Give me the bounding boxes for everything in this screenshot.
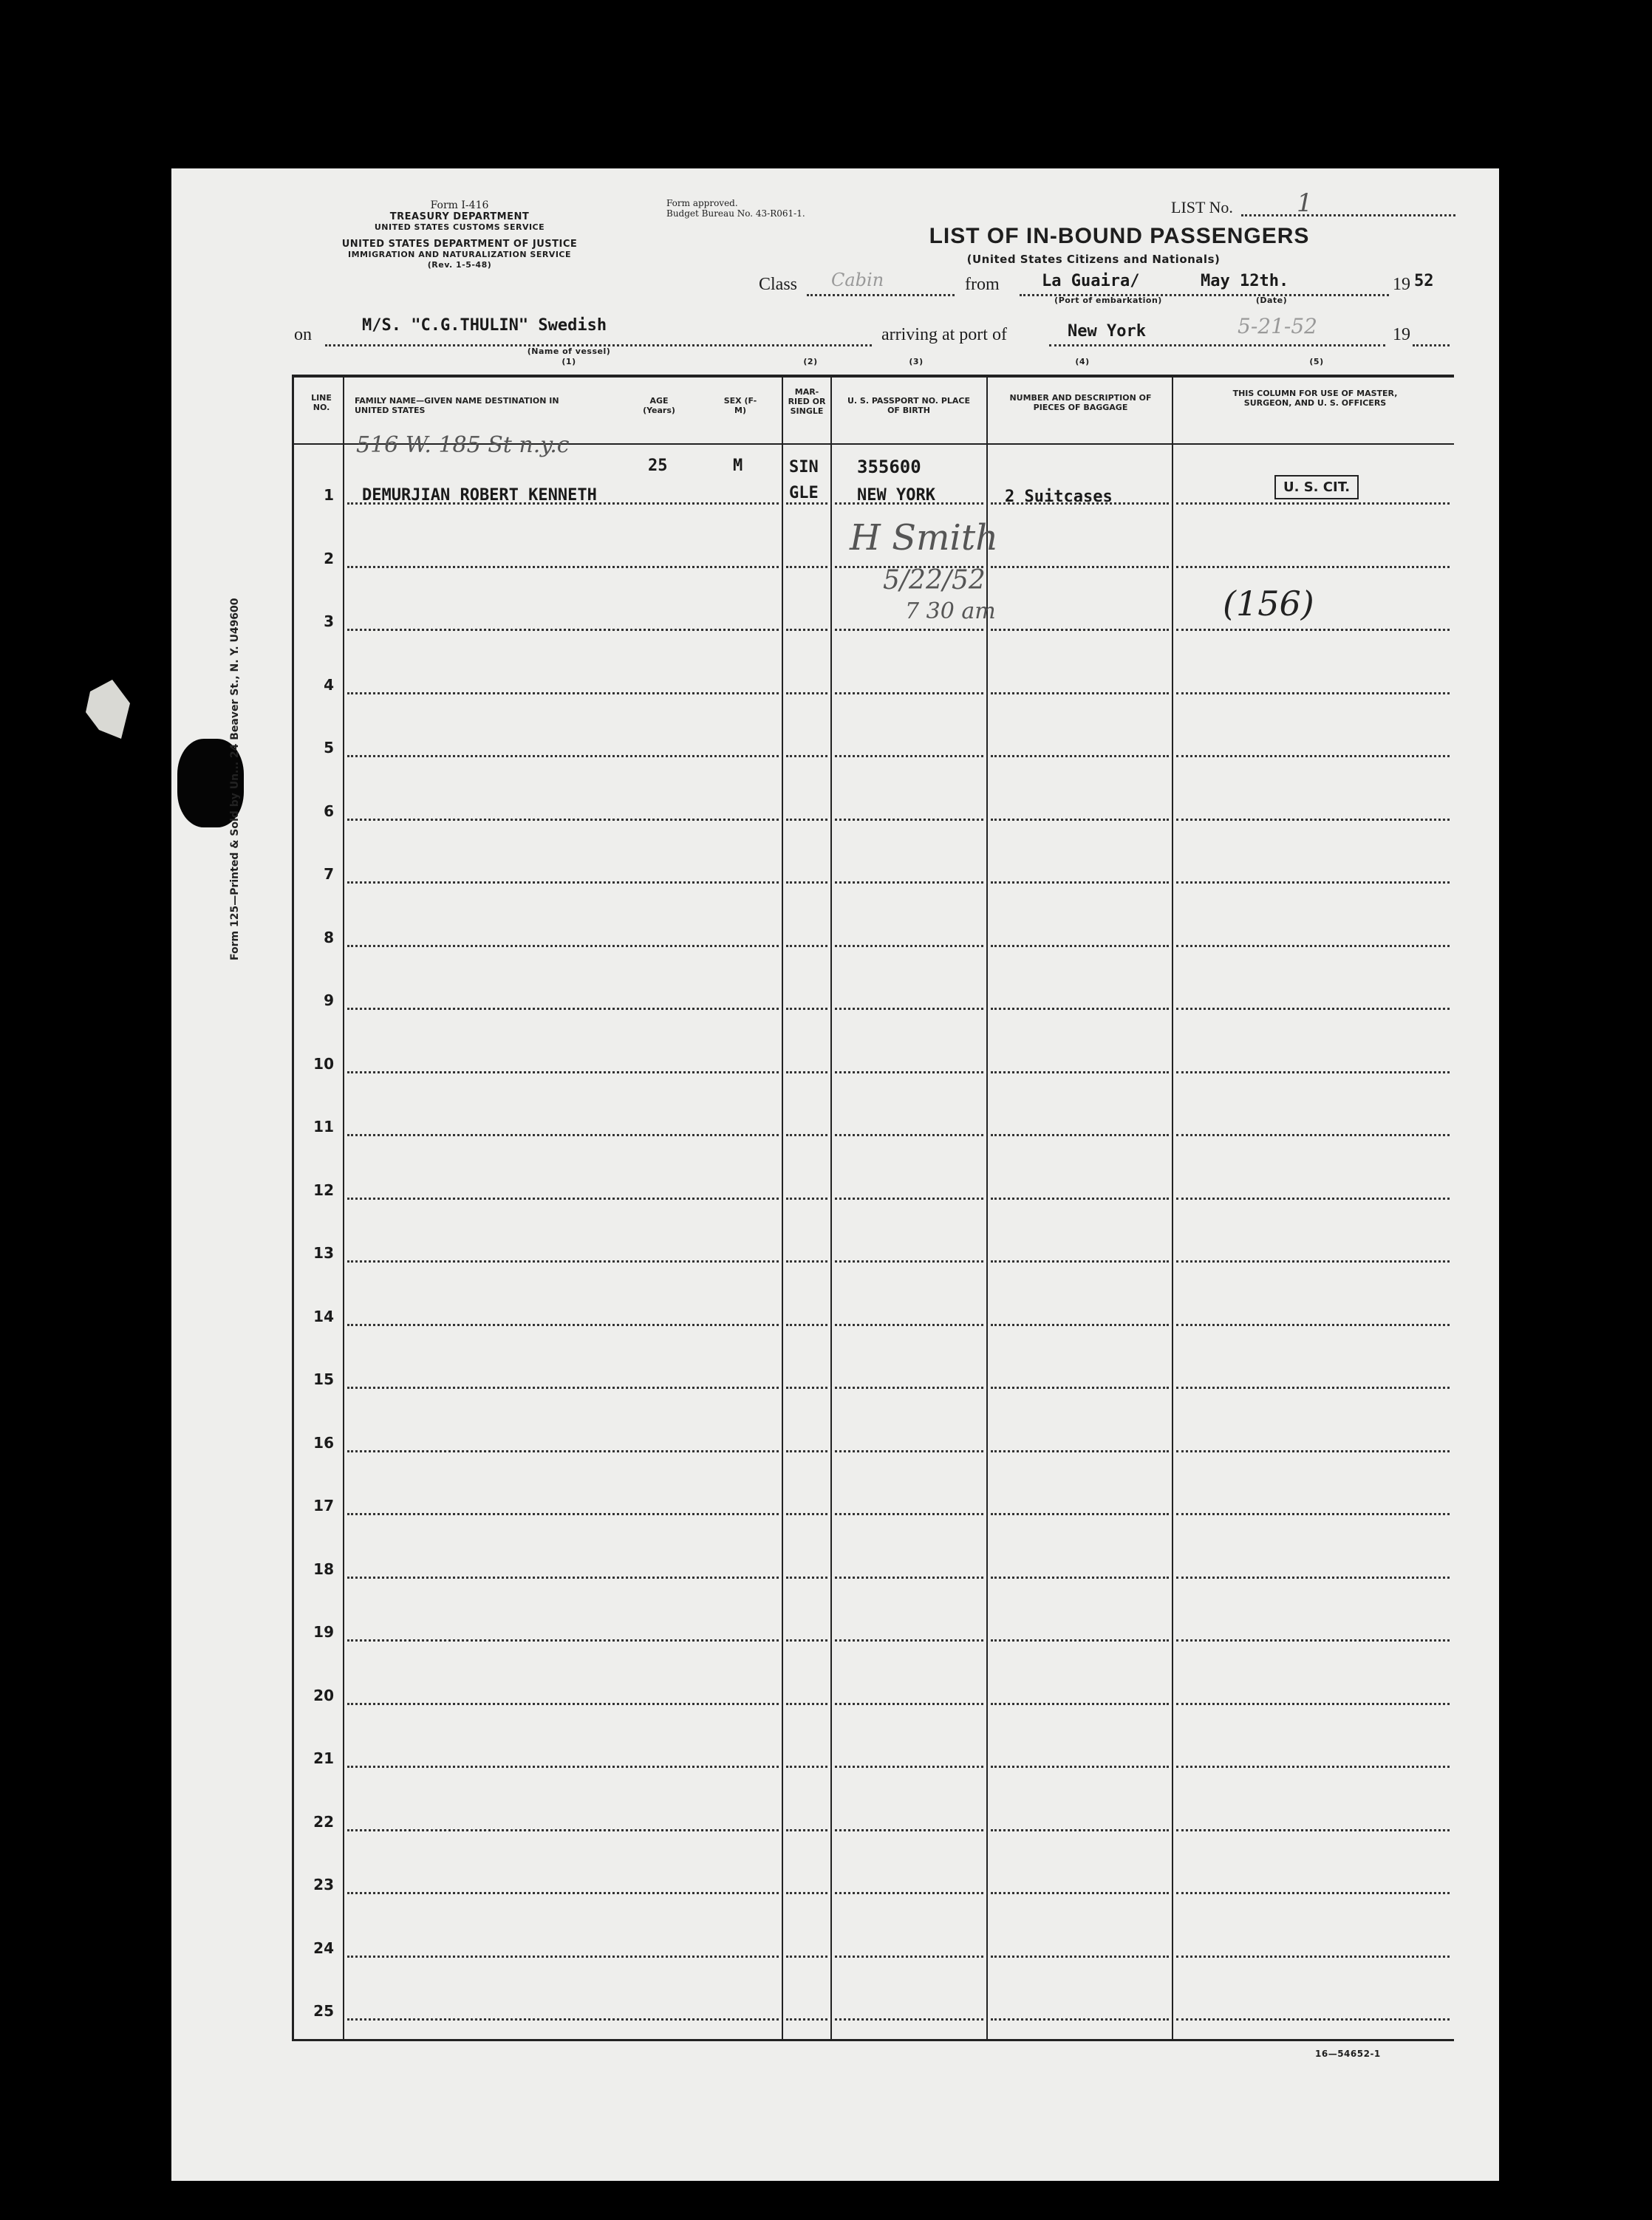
row-dotted-line xyxy=(835,1134,983,1136)
row-dotted-line xyxy=(786,881,827,884)
row-dotted-line xyxy=(1176,1198,1450,1200)
row-dotted-line xyxy=(347,755,779,757)
row-dotted-line xyxy=(347,629,779,631)
row-dotted-line xyxy=(835,2018,983,2021)
row-number: 20 xyxy=(313,1687,334,1704)
row-dotted-line xyxy=(347,1008,779,1010)
row-dotted-line xyxy=(1176,566,1450,568)
row-dotted-line xyxy=(786,1387,827,1389)
row-dotted-line xyxy=(347,1956,779,1958)
revision: (Rev. 1-5-48) xyxy=(427,260,492,270)
side-print-text: Form 125—Printed & Sold by Un... 24 Beaver St., N. Y. U49600 xyxy=(229,598,241,960)
row-dotted-line xyxy=(786,755,827,757)
row-dotted-line xyxy=(786,1324,827,1326)
row-dotted-line xyxy=(991,755,1169,757)
row-dotted-line xyxy=(347,1450,779,1452)
col-divider-line xyxy=(343,375,344,2041)
row-dotted-line xyxy=(835,1766,983,1768)
row-dotted-line xyxy=(786,1008,827,1010)
row-dotted-line xyxy=(835,1008,983,1010)
row-dotted-line xyxy=(786,2018,827,2021)
from-label: from xyxy=(965,275,1000,294)
row-dotted-line xyxy=(1176,629,1450,631)
row-dotted-line xyxy=(835,1577,983,1579)
row-dotted-line xyxy=(835,629,983,631)
row-dotted-line xyxy=(1176,1766,1450,1768)
page-subtitle: (United States Citizens and Nationals) xyxy=(966,253,1221,266)
port-caption: (Port of embarkation) xyxy=(1054,296,1162,305)
row-dotted-line xyxy=(835,1324,983,1326)
row-dotted-line xyxy=(786,629,827,631)
row-number: 16 xyxy=(313,1434,334,1452)
row-number: 6 xyxy=(324,802,334,820)
vessel-name: M/S. "C.G.THULIN" Swedish xyxy=(362,316,607,335)
row-dotted-line xyxy=(347,1513,779,1515)
row-dotted-line xyxy=(991,1766,1169,1768)
row-dotted-line xyxy=(1176,1008,1450,1010)
row-dotted-line xyxy=(1176,1892,1450,1894)
row-dotted-line xyxy=(347,566,779,568)
row-number: 1 xyxy=(324,486,334,504)
row-number: 3 xyxy=(324,612,334,630)
passenger-sex: M xyxy=(733,457,743,475)
row-number: 7 xyxy=(324,865,334,883)
row-dotted-line xyxy=(835,755,983,757)
row-dotted-line xyxy=(1176,692,1450,694)
row-dotted-line xyxy=(786,1639,827,1642)
row-dotted-line xyxy=(1176,1071,1450,1073)
row-dotted-line xyxy=(835,945,983,947)
passenger-marital-2: GLE xyxy=(789,484,819,502)
header-married: MAR-RIED OR SINGLE xyxy=(788,387,826,416)
row-dotted-line xyxy=(786,1450,827,1452)
row-dotted-line xyxy=(347,1071,779,1073)
row-dotted-line xyxy=(991,2018,1169,2021)
row-dotted-line xyxy=(991,1956,1169,1958)
row-dotted-line xyxy=(835,1198,983,1200)
row-dotted-line xyxy=(1176,1134,1450,1136)
row-dotted-line xyxy=(347,1260,779,1263)
us-citizen-stamp: U. S. CIT. xyxy=(1274,475,1359,499)
row-dotted-line xyxy=(347,881,779,884)
row-number: 4 xyxy=(324,676,334,694)
row-number: 15 xyxy=(313,1370,334,1388)
row-dotted-line xyxy=(991,1071,1169,1073)
row-dotted-line xyxy=(835,1513,983,1515)
row-dotted-line xyxy=(347,1134,779,1136)
row-number: 8 xyxy=(324,929,334,946)
table-left-border xyxy=(292,375,294,2041)
passenger-destination: 516 W. 185 St n.y.c xyxy=(356,432,570,458)
header-line-no: LINE NO. xyxy=(311,393,332,412)
row-dotted-line xyxy=(835,1260,983,1263)
form-approved: Form approved. xyxy=(666,198,738,208)
arrival-port: New York xyxy=(1068,322,1146,341)
row-dotted-line xyxy=(347,1829,779,1831)
row-dotted-line xyxy=(991,1829,1169,1831)
year-prefix: 19 xyxy=(1393,275,1410,294)
passenger-passport-no: 355600 xyxy=(857,457,921,477)
row-dotted-line xyxy=(835,1703,983,1705)
row-number: 14 xyxy=(313,1308,334,1325)
on-label: on xyxy=(294,325,312,344)
row-dotted-line xyxy=(991,1008,1169,1010)
header-name: FAMILY NAME—GIVEN NAME DESTINATION IN UNITED STATES xyxy=(355,396,559,415)
row-dotted-line xyxy=(347,1577,779,1579)
row-dotted-line xyxy=(786,566,827,568)
row-number: 23 xyxy=(313,1876,334,1893)
col-number-2: (2) xyxy=(803,357,818,366)
row-dotted-line xyxy=(835,1956,983,1958)
row-dotted-line xyxy=(786,1829,827,1831)
row-dotted-line xyxy=(786,1134,827,1136)
list-no-value: 1 xyxy=(1297,188,1313,218)
passenger-birthplace: NEW YORK xyxy=(857,486,935,505)
col-number-5: (5) xyxy=(1309,357,1324,366)
row-number: 19 xyxy=(313,1623,334,1641)
row-dotted-line xyxy=(786,1703,827,1705)
passenger-marital-1: SIN xyxy=(789,458,819,477)
row-dotted-line xyxy=(347,1198,779,1200)
row-dotted-line xyxy=(991,692,1169,694)
header-age: AGE (Years) xyxy=(643,396,675,415)
row-dotted-line xyxy=(786,1198,827,1200)
row-dotted-line xyxy=(1176,502,1450,505)
row-dotted-line xyxy=(1176,755,1450,757)
row-dotted-line xyxy=(347,1639,779,1642)
year-value: 52 xyxy=(1414,272,1434,290)
justice-dept: UNITED STATES DEPARTMENT OF JUSTICE xyxy=(341,239,578,250)
header-officers: THIS COLUMN FOR USE OF MASTER, SURGEON, AND U. S. OFFICERS xyxy=(1232,389,1398,408)
class-value: Cabin xyxy=(831,270,884,290)
row-dotted-line xyxy=(1176,1387,1450,1389)
row-dotted-line xyxy=(347,2018,779,2021)
header-passport: U. S. PASSPORT NO. PLACE OF BIRTH xyxy=(847,396,970,415)
row-dotted-line xyxy=(991,1639,1169,1642)
ins-service: IMMIGRATION AND NATURALIZATION SERVICE xyxy=(347,250,572,259)
header-sex: SEX (F-M) xyxy=(723,396,757,415)
row-dotted-line xyxy=(991,1450,1169,1452)
col-number-3: (3) xyxy=(909,357,924,366)
row-number: 2 xyxy=(324,550,334,567)
row-dotted-line xyxy=(1176,1829,1450,1831)
row-number: 9 xyxy=(324,991,334,1009)
row-dotted-line xyxy=(786,1071,827,1073)
treasury-dept: TREASURY DEPARTMENT xyxy=(389,211,530,222)
row-dotted-line xyxy=(991,881,1169,884)
row-dotted-line xyxy=(1176,1639,1450,1642)
passenger-name: DEMURJIAN ROBERT KENNETH xyxy=(362,486,597,505)
row-number: 5 xyxy=(324,739,334,756)
row-dotted-line xyxy=(347,1387,779,1389)
budget-bureau: Budget Bureau No. 43-R061-1. xyxy=(666,208,805,219)
row-dotted-line xyxy=(786,502,827,505)
torn-paper xyxy=(86,680,130,739)
footer-code: 16—54652-1 xyxy=(1315,2049,1381,2059)
col-divider-passport xyxy=(830,375,832,2041)
row-dotted-line xyxy=(1176,1260,1450,1263)
row-dotted-line xyxy=(835,881,983,884)
row-dotted-line xyxy=(786,1892,827,1894)
passenger-age: 25 xyxy=(648,457,668,475)
inspector-signature: H Smith xyxy=(850,517,999,559)
form-page xyxy=(171,168,1499,2181)
row-dotted-line xyxy=(1176,1577,1450,1579)
row-dotted-line xyxy=(991,629,1169,631)
header-baggage: NUMBER AND DESCRIPTION OF PIECES OF BAGGAGE xyxy=(1009,393,1152,412)
embarkation-date: May 12th. xyxy=(1201,272,1289,290)
list-no-label: LIST No. xyxy=(1171,198,1233,216)
arrival-year-prefix: 19 xyxy=(1393,325,1410,344)
row-dotted-line xyxy=(786,1577,827,1579)
row-dotted-line xyxy=(786,1513,827,1515)
row-number: 12 xyxy=(313,1181,334,1199)
row-dotted-line xyxy=(991,1387,1169,1389)
class-label: Class xyxy=(759,275,798,294)
row-dotted-line xyxy=(347,819,779,821)
row-dotted-line xyxy=(786,819,827,821)
row-dotted-line xyxy=(991,1892,1169,1894)
row-dotted-line xyxy=(786,692,827,694)
col-number-1: (1) xyxy=(562,357,576,366)
row-number: 24 xyxy=(313,1939,334,1957)
row-dotted-line xyxy=(786,1766,827,1768)
row-dotted-line xyxy=(835,1450,983,1452)
row-number: 22 xyxy=(313,1813,334,1831)
row-dotted-line xyxy=(835,1387,983,1389)
row-number: 25 xyxy=(313,2002,334,2020)
page-title: LIST OF IN-BOUND PASSENGERS xyxy=(929,224,1310,248)
signature-date: 5/22/52 xyxy=(883,565,986,595)
row-dotted-line xyxy=(1176,1513,1450,1515)
row-dotted-line xyxy=(1176,881,1450,884)
table-top-rule xyxy=(292,375,1454,378)
row-dotted-line xyxy=(1176,945,1450,947)
row-dotted-line xyxy=(347,1766,779,1768)
row-dotted-line xyxy=(991,1703,1169,1705)
passenger-baggage: 2 Suitcases xyxy=(1005,488,1113,506)
row-dotted-line xyxy=(1176,1956,1450,1958)
row-dotted-line xyxy=(1176,2018,1450,2021)
row-dotted-line xyxy=(835,1639,983,1642)
circled-number: (156) xyxy=(1223,584,1314,624)
col-divider-officers xyxy=(1172,375,1173,2041)
col-number-4: (4) xyxy=(1075,357,1090,366)
row-dotted-line xyxy=(991,1260,1169,1263)
row-dotted-line xyxy=(991,1198,1169,1200)
row-dotted-line xyxy=(1176,1324,1450,1326)
col-divider-married xyxy=(782,375,783,2041)
arrival-date: 5-21-52 xyxy=(1238,314,1317,338)
signature-time: 7 30 am xyxy=(905,598,996,624)
customs-service: UNITED STATES CUSTOMS SERVICE xyxy=(374,222,545,232)
row-dotted-line xyxy=(347,1892,779,1894)
arriving-label: arriving at port of xyxy=(881,325,1007,344)
row-dotted-line xyxy=(786,1260,827,1263)
row-dotted-line xyxy=(786,1956,827,1958)
form-number: Form I-416 xyxy=(430,199,489,211)
row-number: 18 xyxy=(313,1560,334,1578)
row-dotted-line xyxy=(991,566,1169,568)
row-dotted-line xyxy=(835,1892,983,1894)
row-dotted-line xyxy=(991,945,1169,947)
col-divider-baggage xyxy=(986,375,988,2041)
row-dotted-line xyxy=(835,1829,983,1831)
row-number: 10 xyxy=(313,1055,334,1073)
row-dotted-line xyxy=(1176,819,1450,821)
row-dotted-line xyxy=(835,819,983,821)
row-number: 13 xyxy=(313,1244,334,1262)
row-dotted-line xyxy=(347,692,779,694)
row-dotted-line xyxy=(1176,1703,1450,1705)
row-number: 11 xyxy=(313,1118,334,1135)
date-caption: (Date) xyxy=(1255,296,1288,305)
vessel-caption: (Name of vessel) xyxy=(527,346,611,356)
embarkation-port: La Guaira/ xyxy=(1042,272,1140,290)
row-dotted-line xyxy=(991,1513,1169,1515)
row-number: 17 xyxy=(313,1497,334,1514)
row-dotted-line xyxy=(991,1134,1169,1136)
row-dotted-line xyxy=(991,1577,1169,1579)
row-dotted-line xyxy=(347,1703,779,1705)
row-dotted-line xyxy=(347,945,779,947)
row-dotted-line xyxy=(991,819,1169,821)
row-dotted-line xyxy=(835,1071,983,1073)
row-dotted-line xyxy=(347,1324,779,1326)
row-dotted-line xyxy=(786,945,827,947)
row-dotted-line xyxy=(1176,1450,1450,1452)
row-dotted-line xyxy=(991,1324,1169,1326)
table-bottom-rule xyxy=(292,2039,1454,2041)
row-dotted-line xyxy=(835,692,983,694)
row-number: 21 xyxy=(313,1749,334,1767)
